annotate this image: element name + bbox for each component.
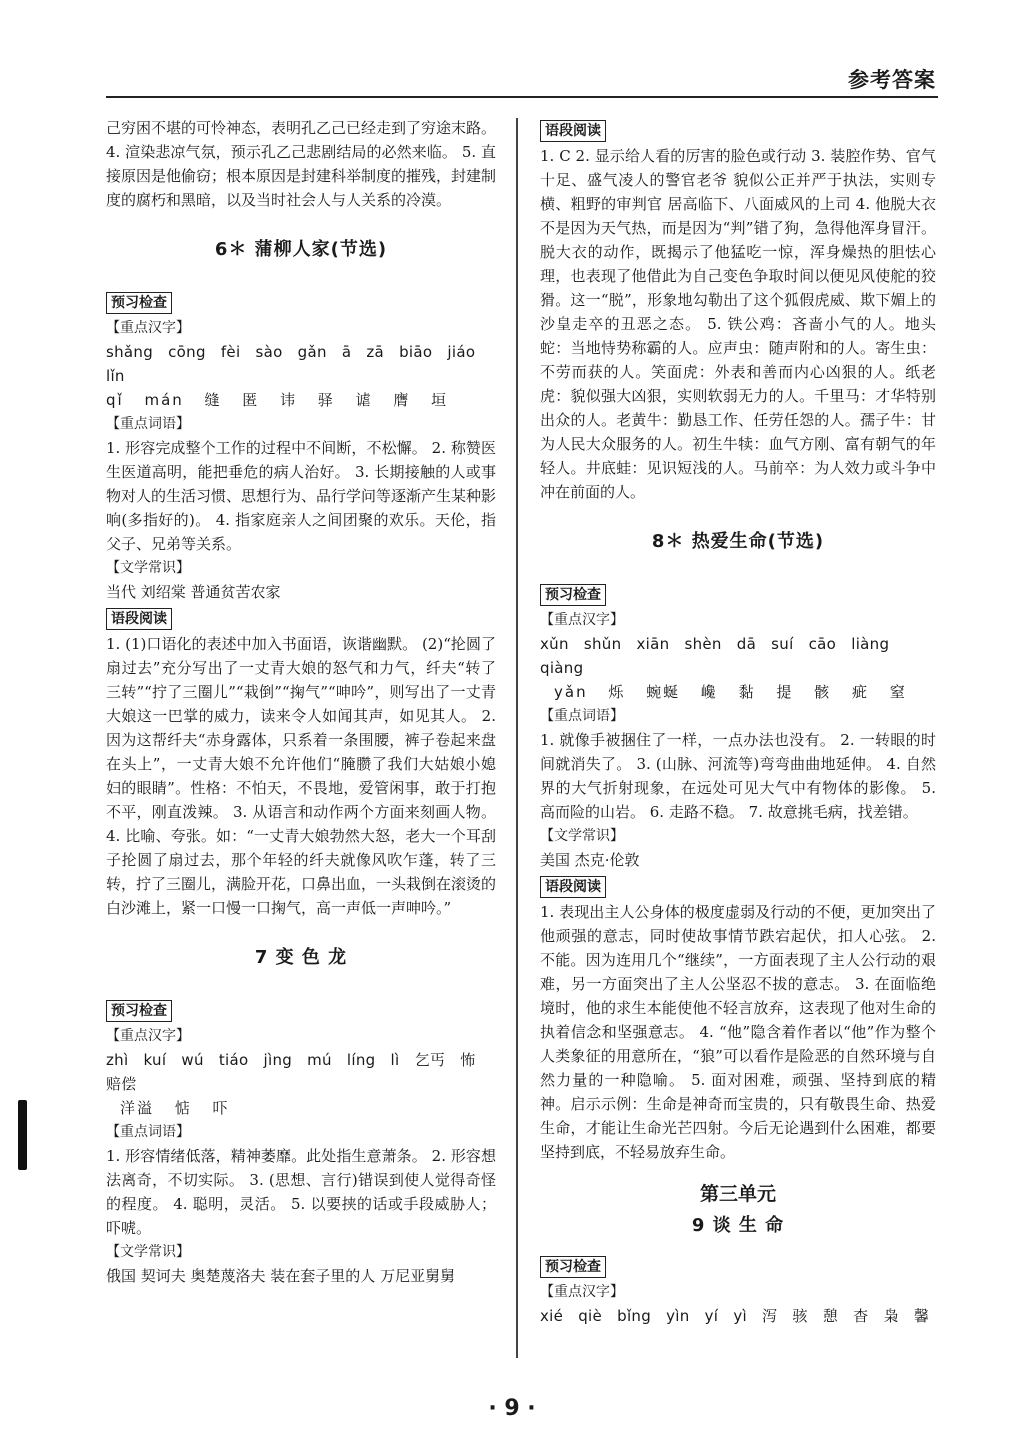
unit-title: 第三单元 xyxy=(699,1183,776,1205)
pinyin-line: xié qiè bǐng yìn yí yì 泻 骇 憩 杳 枭 馨 xyxy=(540,1307,930,1325)
key-words-label: 【重点词语】 xyxy=(106,416,190,432)
pinyin-line: xǔn shǔn xiān shèn dā suí cāo liàng qiàng xyxy=(540,635,890,677)
reading-text: 1. (1)口语化的表述中加入书面语，诙谐幽默。 (2)“抡圆了扇过去”充分写出了一丈青大娘的怒气和力气，纤夫“转了三转”“拧了三圈儿”“栽倒”“掬气”“呻吟”，则写出了一丈青大娘这一巴掌的威力，读来令人如闻其声，如见其人。 2. 因为这帮纤夫“赤身露体，只系着一条围腰，裤子卷起来盘在头上”，一丈青大娘不允许他们“腌臜了我们大姑娘小媳妇的眼睛”。性格：不怕天，不畏地，爱管闲事，敢于打抱不平，刚直泼辣。 3. 从语言和动作两个方面来刻画人物。 4. 比喻、夸张。如：“一丈青大娘勃然大怒，老大一个耳刮子抡圆了扇过去，那个年轻的纤夫就像风吹乍蓬，转了三转，拧了三圈儿，满脸开花，口鼻出血，一头栽倒在滚烫的白沙滩上，紧一口慢一口掬气，高一声低一声呻吟。” xyxy=(106,635,497,917)
preview-check-box: 预习检查 xyxy=(540,1256,606,1278)
preview-check-box: 预习检查 xyxy=(540,584,606,606)
reading-text: 1. C 2. 显示给人看的厉害的脸色或行动 3. 装腔作势、官气十足、盛气凌人的警官老爷 貌似公正并严于执法，实则专横、粗野的审判官 居高临下、八面威风的上司 4. 他脱大衣不是因为天气热，而是因为“判”错了狗，急得他浑身冒汗。脱大衣的动作，既揭示了他猛吃一惊，浑身燥热的胆怯心理，也表现了他借此为自己变色争取时间以便见风使舵的狡猾。这一“脱”，形象地勾勒出了这个狐假虎威、欺下媚上的沙皇走卒的丑恶之态。 5. 铁公鸡：吝啬小气的人。地头蛇：当地恃势称霸的人。应声虫：随声附和的人。寄生虫：不劳而获的人。笑面虎：外表和善而内心凶狠的人。纸老虎：貌似强大凶狠，实则软弱无力的人。千里马：才华特别出众的人。老黄牛：勤恳工作、任劳任怨的人。孺子牛：甘为人民大众服务的人。初生牛犊：血气方刚、富有朝气的年轻人。井底蛙：见识短浅的人。马前卒：为人效力或斗争中冲在前面的人。 xyxy=(540,147,936,501)
key-words-label: 【重点词语】 xyxy=(540,708,624,724)
key-words-text: 1. 形容情绪低落，精神萎靡。此处指生意萧条。 2. 形容想法离奇，不切实际。 3. (思想、言行)错误到使人觉得奇怪的程度。 4. 聪明，灵活。 5. 以要挟的话或手段威胁人；吓唬。 xyxy=(106,1147,496,1237)
header-title: 参考答案 xyxy=(848,68,936,92)
section-8-title: 8＊ 热爱生命(节选) xyxy=(651,531,825,552)
literature-text: 俄国 契诃夫 奥楚蔑洛夫 装在套子里的人 万尼亚舅舅 xyxy=(106,1267,456,1285)
literature-label: 【文学常识】 xyxy=(106,1244,190,1260)
column-divider xyxy=(516,118,518,1358)
key-words-text: 1. 形容完成整个工作的过程中不间断，不松懈。 2. 称赞医生医道高明，能把垂危的病人治好。 3. 长期接触的人或事物对人的生活习惯、思想行为、品行学问等逐渐产生某种影响(多指好的)。 4. 指家庭亲人之间团聚的欢乐。天伦，指父子、兄弟等关系。 xyxy=(106,439,497,553)
key-words-label: 【重点词语】 xyxy=(106,1124,190,1140)
preview-check-box: 预习检查 xyxy=(106,1000,172,1022)
pinyin-line: zhì kuí wú tiáo jìng mú líng lì 乞丐 怖 赔偿 xyxy=(106,1051,476,1093)
pinyin-line-2: qǐ mán 缝 匿 讳 驿 谑 膺 垣 xyxy=(106,391,449,409)
literature-text: 美国 杰克·伦敦 xyxy=(540,851,640,869)
preview-check-box: 预习检查 xyxy=(106,292,172,314)
binding-mark xyxy=(18,1100,27,1170)
section-7-title: 7 变 色 龙 xyxy=(254,947,348,968)
page-number: · 9 · xyxy=(488,1396,536,1421)
key-words-text: 1. 就像手被捆住了一样，一点办法也没有。 2. 一转眼的时间就消失了。 3. (山脉、河流等)弯弯曲曲地延伸。 4. 自然界的大气折射现象，在远处可见大气中有物体的影像。 5. 高而险的山岩。 6. 走路不稳。 7. 故意挑毛病，找差错。 xyxy=(540,731,936,821)
header-rule xyxy=(106,96,938,98)
key-chars-label: 【重点汉字】 xyxy=(540,1284,624,1300)
section-9-title: 9 谈 生 命 xyxy=(691,1215,785,1236)
key-chars-label: 【重点汉字】 xyxy=(106,320,190,336)
section-6-title: 6＊ 蒲柳人家(节选) xyxy=(214,239,388,260)
literature-label: 【文学常识】 xyxy=(540,828,624,844)
key-chars-label: 【重点汉字】 xyxy=(106,1028,190,1044)
reading-box: 语段阅读 xyxy=(540,120,606,142)
reading-box: 语段阅读 xyxy=(106,608,172,630)
reading-text: 1. 表现出主人公身体的极度虚弱及行动的不便，更加突出了他顽强的意志，同时使故事情节跌宕起伏，扣人心弦。 2. 不能。因为连用几个“继续”，一方面表现了主人公行动的艰难，另一方面突出了主人公坚忍不拔的意志。 3. 在面临绝境时，他的求生本能使他不轻言放弃，这表现了他对生命的执着信念和坚强意志。 4. “他”隐含着作者以“他”作为整个人类象征的用意所在，“狼”可以看作是险恶的自然环境与自然力量的一种隐喻。 5. 面对困难，顽强、坚持到底的精神。启示示例：生命是神奇而宝贵的，只有敬畏生命、热爱生命，才能让生命光芒四射。今后无论遇到什么困难，都要坚持到底，不轻易放弃生命。 xyxy=(540,903,936,1161)
reading-box: 语段阅读 xyxy=(540,876,606,898)
pinyin-line-2: 洋溢 惦 吓 xyxy=(120,1099,230,1117)
intro-paragraph: 己穷困不堪的可怜神态，表明孔乙己已经走到了穷途末路。 4. 渲染悲凉气氛，预示孔乙己悲剧结局的必然来临。 5. 直接原因是他偷窃；根本原因是封建科举制度的摧残，封建制度的腐朽和黑暗，以及当时社会人与人关系的冷漠。 xyxy=(106,119,497,209)
literature-label: 【文学常识】 xyxy=(106,560,190,576)
pinyin-line: shǎng cōng fèi sào gǎn ā zā biāo jiáo lǐn xyxy=(106,343,476,385)
left-column xyxy=(106,116,496,1288)
literature-text: 当代 刘绍棠 普通贫苦农家 xyxy=(106,583,281,601)
right-column xyxy=(540,116,936,1328)
key-chars-label: 【重点汉字】 xyxy=(540,612,624,628)
pinyin-line-2: yǎn 烁 蜿蜒 巉 黏 提 骸 疵 窒 xyxy=(554,683,907,701)
